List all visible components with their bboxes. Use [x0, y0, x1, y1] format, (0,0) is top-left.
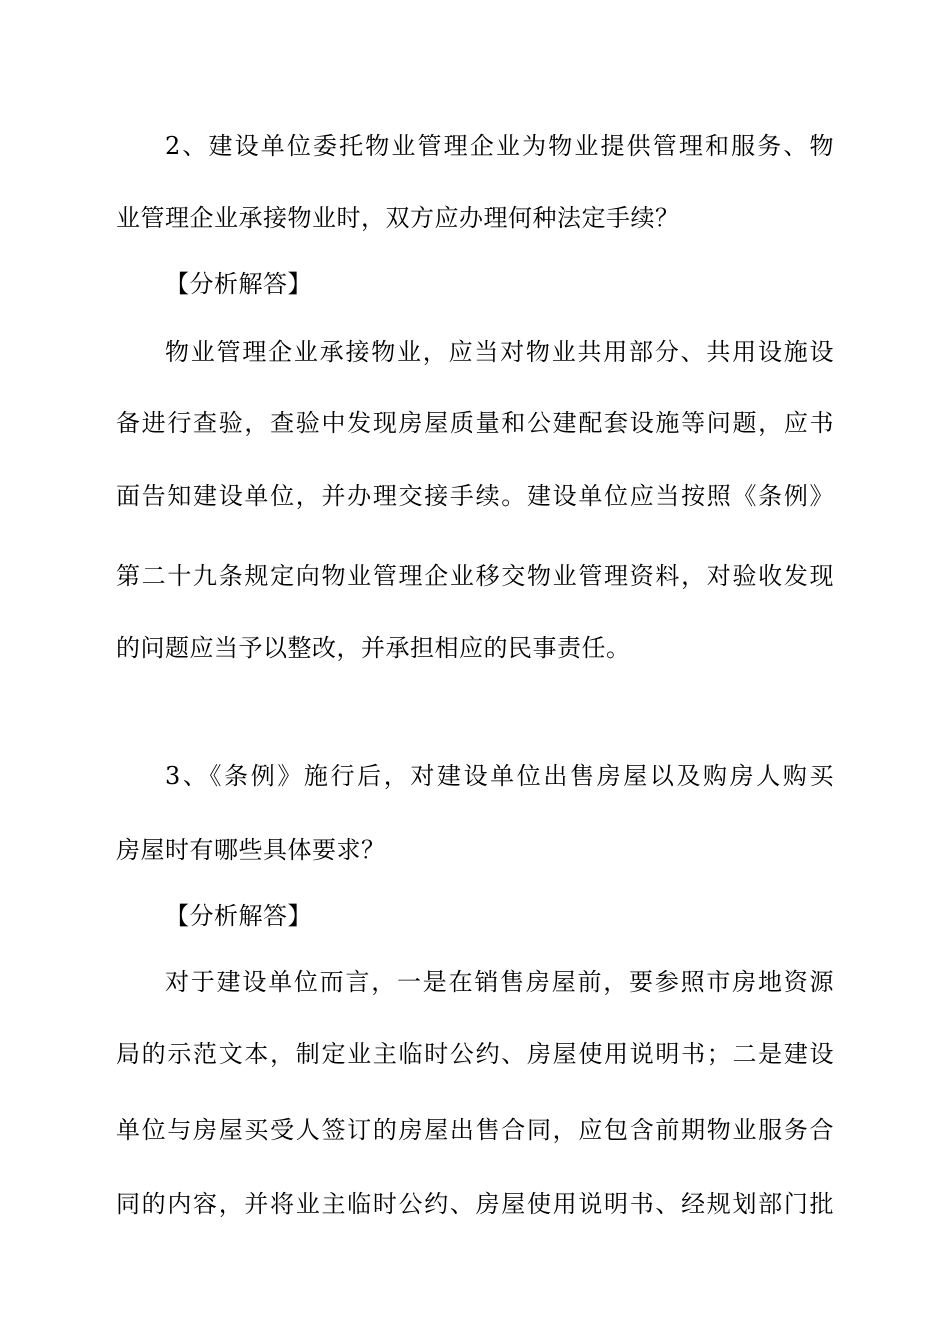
answer-3-line-2: 局的示范文本，制定业主临时公约、房屋使用说明书；二是建设	[116, 1040, 834, 1068]
answer-3-line-4: 同的内容，并将业主临时公约、房屋使用说明书、经规划部门批	[116, 1190, 834, 1218]
answer-2-line-5: 的问题应当予以整改，并承担相应的民事责任。	[116, 634, 631, 662]
answer-2-line-1: 物业管理企业承接物业，应当对物业共用部分、共用设施设	[165, 338, 834, 366]
question-3-line-1: 3、《条例》施行后，对建设单位出售房屋以及购房人购买	[165, 762, 834, 790]
answer-2-line-2: 备进行查验，查验中发现房屋质量和公建配套设施等问题，应书	[116, 409, 834, 437]
analysis-heading: 【分析解答】	[165, 270, 312, 298]
answer-2-line-3: 面告知建设单位，并办理交接手续。建设单位应当按照《条例》	[116, 482, 834, 510]
question-2-line-1: 2、建设单位委托物业管理企业为物业提供管理和服务、物	[165, 132, 834, 160]
analysis-heading: 【分析解答】	[165, 902, 312, 930]
answer-3-line-1: 对于建设单位而言，一是在销售房屋前，要参照市房地资源	[165, 968, 834, 996]
question-3-line-2: 房屋时有哪些具体要求？	[116, 836, 386, 864]
question-2-line-2: 业管理企业承接物业时，双方应办理何种法定手续？	[116, 204, 680, 232]
answer-2-line-4: 第二十九条规定向物业管理企业移交物业管理资料，对验收发现	[116, 562, 834, 590]
answer-3-line-3: 单位与房屋买受人签订的房屋出售合同，应包含前期物业服务合	[116, 1116, 834, 1144]
